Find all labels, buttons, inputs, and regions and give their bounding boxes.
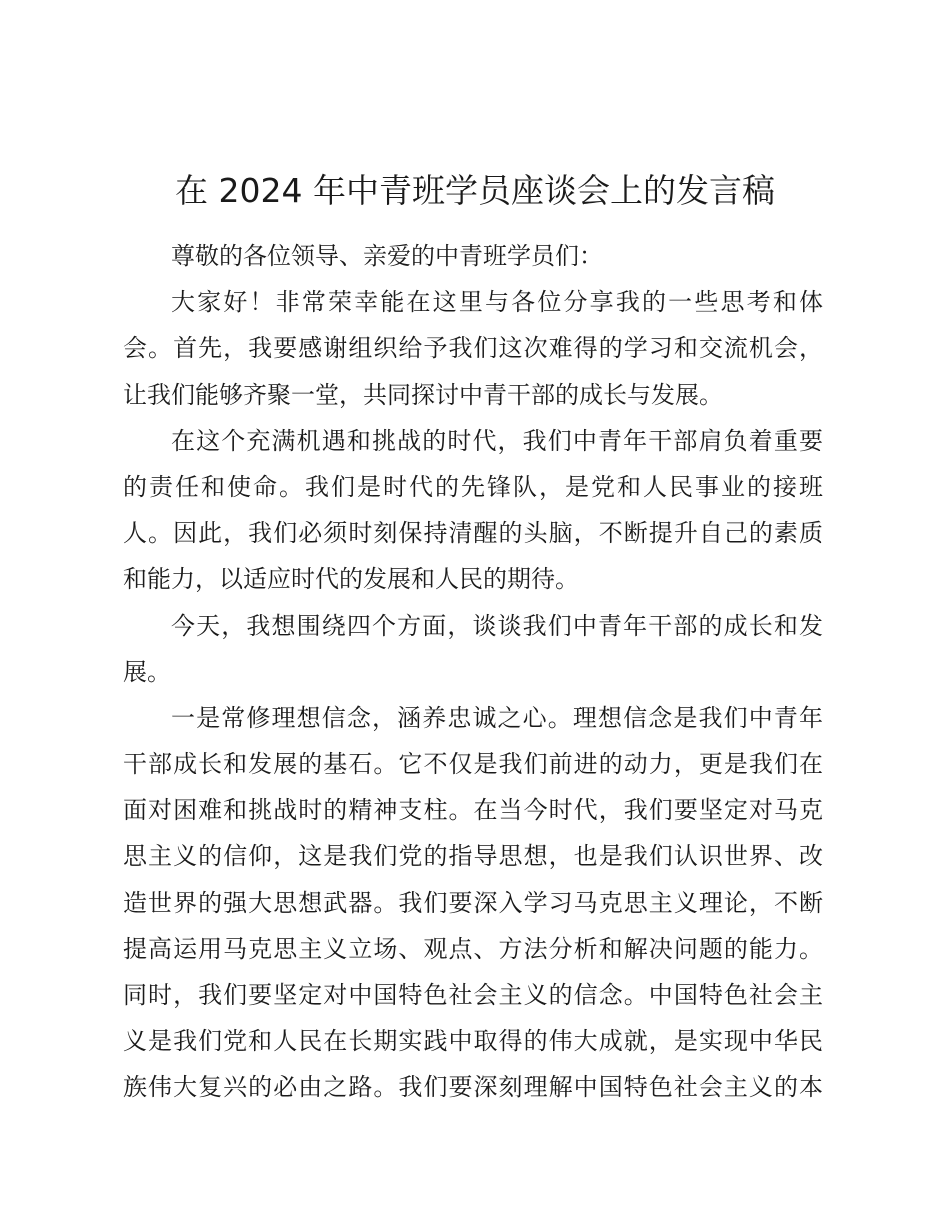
- body-line: 展。: [123, 657, 171, 686]
- body-line: 人。因此，我们必须时刻保持清醒的头脑，不断提升自己的素质: [123, 519, 823, 548]
- body-line: 提高运用马克思主义立场、观点、方法分析和解决问题的能力。: [123, 934, 823, 963]
- body-line: 族伟大复兴的必由之路。我们要深刻理解中国特色社会主义的本: [123, 1073, 823, 1102]
- body-line: 会。首先，我要感谢组织给予我们这次难得的学习和交流机会，: [123, 334, 823, 363]
- body-line: 大家好！非常荣幸能在这里与各位分享我的一些思考和体: [171, 288, 823, 317]
- body-line: 今天，我想围绕四个方面，谈谈我们中青年干部的成长和发: [171, 611, 823, 640]
- body-line: 同时，我们要坚定对中国特色社会主义的信念。中国特色社会主: [123, 981, 823, 1009]
- body-line: 的责任和使命。我们是时代的先锋队，是党和人民事业的接班: [123, 472, 823, 501]
- body-line: 造世界的强大思想武器。我们要深入学习马克思主义理论，不断: [123, 888, 823, 917]
- body-line: 让我们能够齐聚一堂，共同探讨中青干部的成长与发展。: [123, 380, 723, 409]
- document-title: 在 2024 年中青班学员座谈会上的发言稿: [175, 171, 775, 210]
- salutation-line: 尊敬的各位领导、亲爱的中青班学员们：: [171, 242, 603, 270]
- body-line: 义是我们党和人民在长期实践中取得的伟大成就，是实现中华民: [123, 1027, 823, 1056]
- body-line: 干部成长和发展的基石。它不仅是我们前进的动力，更是我们在: [123, 750, 823, 779]
- body-line: 在这个充满机遇和挑战的时代，我们中青年干部肩负着重要: [171, 426, 823, 455]
- document-body: [123, 233, 823, 1111]
- body-line: 面对困难和挑战时的精神支柱。在当今时代，我们要坚定对马克: [123, 796, 823, 825]
- body-line: 和能力，以适应时代的发展和人民的期待。: [123, 565, 579, 594]
- body-line: 思主义的信仰，这是我们党的指导思想，也是我们认识世界、改: [123, 842, 823, 871]
- body-line: 一是常修理想信念，涵养忠诚之心。理想信念是我们中青年: [171, 703, 823, 732]
